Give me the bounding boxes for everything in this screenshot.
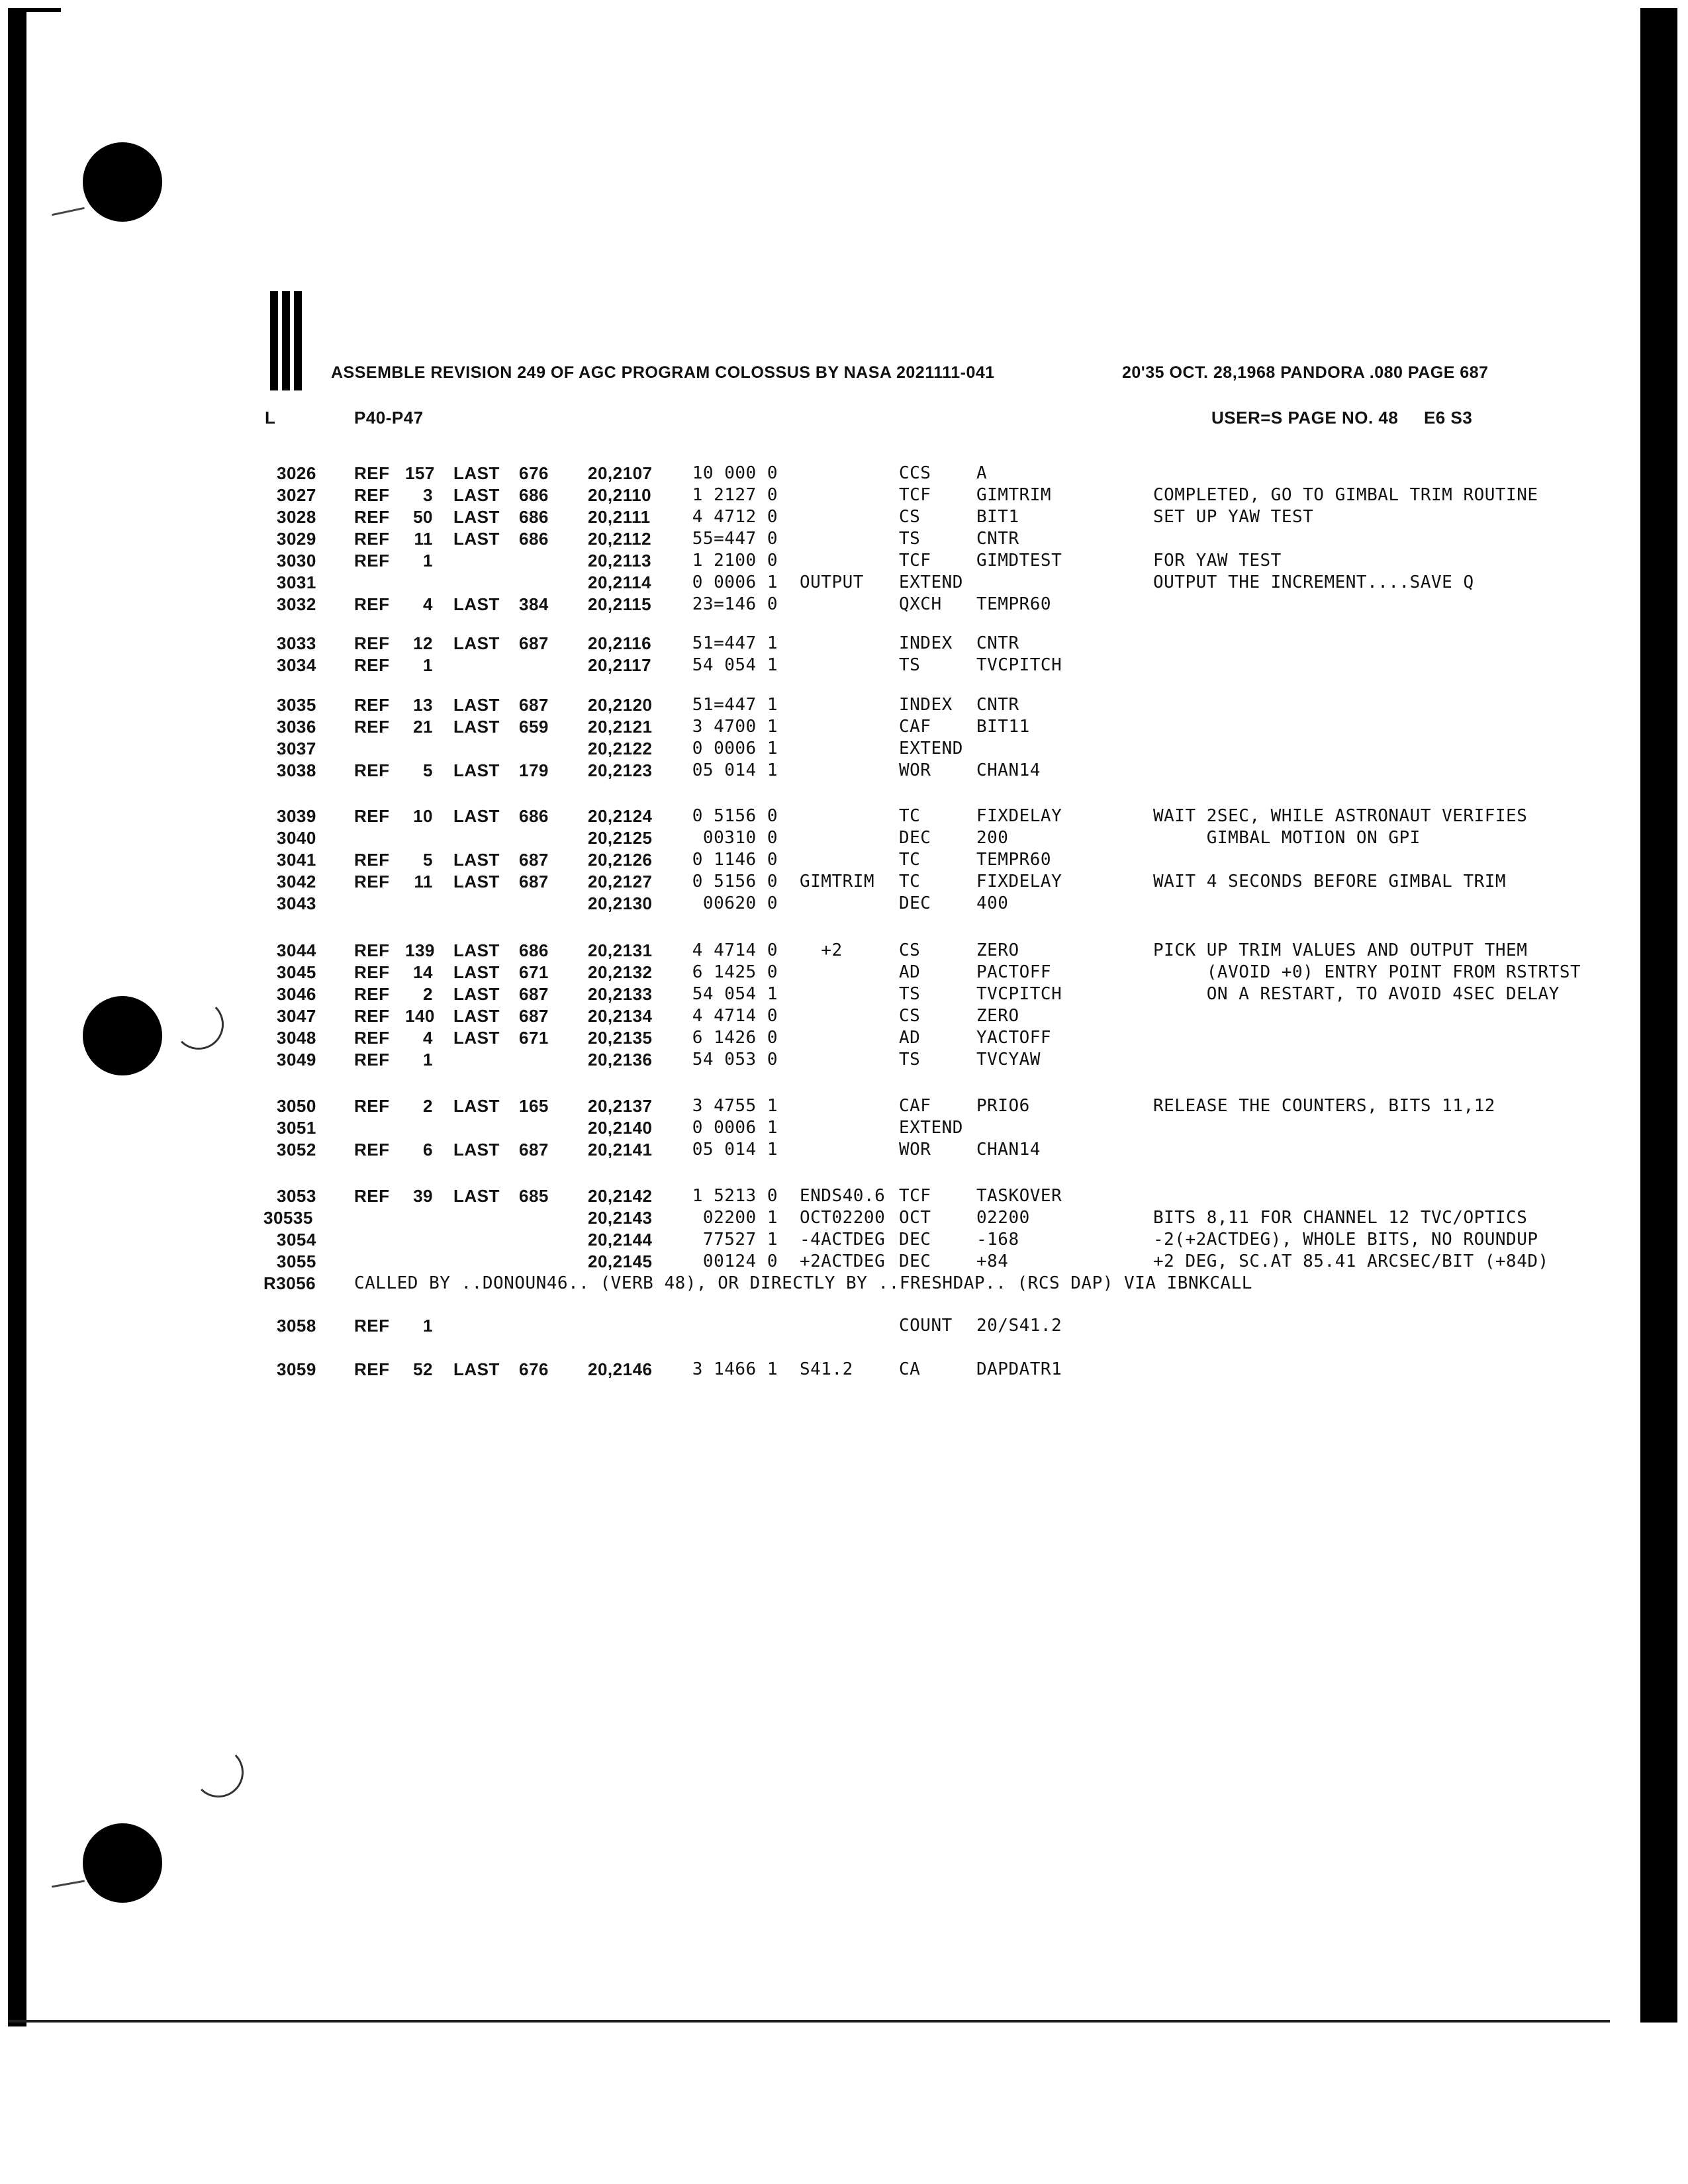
line-number: 3052 bbox=[277, 1140, 316, 1160]
page-bottom-edge bbox=[8, 2020, 1610, 2023]
operand: TEMPR60 bbox=[976, 594, 1052, 614]
scan-mark bbox=[52, 1880, 85, 1888]
ref-count: 2 bbox=[423, 984, 433, 1004]
ref-count: 157 bbox=[405, 463, 435, 483]
comment: OUTPUT THE INCREMENT....SAVE Q bbox=[1153, 572, 1474, 592]
address: 20,2123 bbox=[588, 760, 653, 780]
ref-keyword: REF bbox=[354, 1028, 390, 1048]
line-number: 3034 bbox=[277, 655, 316, 675]
object-code: 54 054 1 bbox=[692, 984, 778, 1004]
ref-keyword: REF bbox=[354, 529, 390, 549]
ref-count: 10 bbox=[413, 806, 433, 826]
line-number: 3028 bbox=[277, 507, 316, 527]
ref-count: 52 bbox=[413, 1359, 433, 1379]
line-number: 3042 bbox=[277, 872, 316, 891]
ref-keyword: REF bbox=[354, 806, 390, 826]
scan-right-bar bbox=[1640, 8, 1677, 2023]
line-number: 3038 bbox=[277, 760, 316, 780]
object-code: 3 4755 1 bbox=[692, 1096, 778, 1116]
last-page: 686 bbox=[519, 485, 549, 505]
comment: BITS 8,11 FOR CHANNEL 12 TVC/OPTICS bbox=[1153, 1208, 1528, 1228]
ref-count: 14 bbox=[413, 962, 433, 982]
operand: BIT11 bbox=[976, 717, 1030, 737]
opcode: DEC bbox=[899, 1251, 931, 1271]
ref-keyword: REF bbox=[354, 717, 390, 737]
ref-count: 3 bbox=[423, 485, 433, 505]
operand: ZERO bbox=[976, 940, 1019, 960]
page-top-edge bbox=[8, 8, 61, 12]
last-page: 165 bbox=[519, 1096, 549, 1116]
operand: +84 bbox=[976, 1251, 1009, 1271]
address: 20,2115 bbox=[588, 594, 652, 614]
opcode: OCT bbox=[899, 1208, 931, 1228]
last-keyword: LAST bbox=[453, 1006, 500, 1026]
opcode: DEC bbox=[899, 828, 931, 848]
operand: GIMDTEST bbox=[976, 551, 1062, 570]
ref-count: 11 bbox=[414, 529, 433, 549]
address: 20,2126 bbox=[588, 850, 653, 870]
comment: WAIT 4 SECONDS BEFORE GIMBAL TRIM bbox=[1153, 872, 1507, 891]
ref-count: 39 bbox=[413, 1186, 433, 1206]
ref-keyword: REF bbox=[354, 594, 390, 614]
last-keyword: LAST bbox=[453, 1096, 500, 1116]
operand: 20/S41.2 bbox=[976, 1316, 1062, 1336]
line-number: 3048 bbox=[277, 1028, 316, 1048]
opcode: TCF bbox=[899, 1186, 931, 1206]
object-code: 05 014 1 bbox=[692, 1140, 778, 1160]
object-code: 05 014 1 bbox=[692, 760, 778, 780]
last-page: 686 bbox=[519, 940, 549, 960]
address: 20,2146 bbox=[588, 1359, 653, 1379]
operand: BIT1 bbox=[976, 507, 1019, 527]
object-code: 4 4712 0 bbox=[692, 507, 778, 527]
address: 20,2124 bbox=[588, 806, 653, 826]
operand: TVCPITCH bbox=[976, 655, 1062, 675]
object-code: 3 1466 1 bbox=[692, 1359, 778, 1379]
last-page: 671 bbox=[519, 962, 549, 982]
operand: 200 bbox=[976, 828, 1009, 848]
ref-keyword: REF bbox=[354, 1006, 390, 1026]
label: GIMTRIM bbox=[800, 872, 875, 891]
operand: TVCYAW bbox=[976, 1050, 1041, 1069]
label: ENDS40.6 bbox=[800, 1186, 886, 1206]
object-code: 77527 1 bbox=[702, 1230, 778, 1250]
comment: (AVOID +0) ENTRY POINT FROM RSTRTST bbox=[1153, 962, 1581, 982]
object-code: 51=447 1 bbox=[692, 695, 778, 715]
comment: GIMBAL MOTION ON GPI bbox=[1153, 828, 1421, 848]
line-number: 3041 bbox=[277, 850, 316, 870]
line-number: 3051 bbox=[277, 1118, 316, 1138]
object-code: 54 054 1 bbox=[692, 655, 778, 675]
opcode: INDEX bbox=[899, 695, 953, 715]
address: 20,2113 bbox=[588, 551, 652, 570]
last-page: 179 bbox=[519, 760, 549, 780]
opcode: CS bbox=[899, 940, 921, 960]
last-page: 687 bbox=[519, 633, 549, 653]
comment: PICK UP TRIM VALUES AND OUTPUT THEM bbox=[1153, 940, 1528, 960]
address: 20,2130 bbox=[588, 893, 653, 913]
ref-keyword: REF bbox=[354, 463, 390, 483]
object-code: 0 0006 1 bbox=[692, 739, 778, 758]
subheader-section: P40-P47 bbox=[354, 408, 424, 428]
address: 20,2141 bbox=[588, 1140, 653, 1160]
comment: RELEASE THE COUNTERS, BITS 11,12 bbox=[1153, 1096, 1495, 1116]
operand: 02200 bbox=[976, 1208, 1030, 1228]
punch-ring-mark bbox=[193, 1747, 244, 1797]
label: +2ACTDEG bbox=[800, 1251, 886, 1271]
line-number: 3039 bbox=[277, 806, 316, 826]
ref-keyword: REF bbox=[354, 1140, 390, 1160]
operand: -168 bbox=[976, 1230, 1019, 1250]
line-number: 3031 bbox=[277, 572, 316, 592]
last-keyword: LAST bbox=[453, 507, 500, 527]
object-code: 4 4714 0 bbox=[692, 940, 778, 960]
address: 20,2144 bbox=[588, 1230, 653, 1250]
opcode: TS bbox=[899, 655, 921, 675]
last-keyword: LAST bbox=[453, 806, 500, 826]
address: 20,2137 bbox=[588, 1096, 653, 1116]
address: 20,2136 bbox=[588, 1050, 653, 1069]
ref-keyword: REF bbox=[354, 655, 390, 675]
address: 20,2110 bbox=[588, 485, 652, 505]
comment: +2 DEG, SC.AT 85.41 ARCSEC/BIT (+84D) bbox=[1153, 1251, 1549, 1271]
operand: CNTR bbox=[976, 633, 1019, 653]
last-page: 687 bbox=[519, 1006, 549, 1026]
line-number: 3049 bbox=[277, 1050, 316, 1069]
ref-count: 12 bbox=[413, 633, 433, 653]
line-number: 3035 bbox=[277, 695, 316, 715]
opcode: CCS bbox=[899, 463, 931, 483]
line-number: 3033 bbox=[277, 633, 316, 653]
label: -4ACTDEG bbox=[800, 1230, 886, 1250]
ref-keyword: REF bbox=[354, 507, 390, 527]
ref-count: 1 bbox=[423, 551, 433, 570]
opcode: WOR bbox=[899, 760, 931, 780]
last-page: 676 bbox=[519, 1359, 549, 1379]
object-code: 3 4700 1 bbox=[692, 717, 778, 737]
opcode: CS bbox=[899, 1006, 921, 1026]
object-code: 02200 1 bbox=[702, 1208, 778, 1228]
ref-keyword: REF bbox=[354, 940, 390, 960]
object-code: 0 0006 1 bbox=[692, 572, 778, 592]
last-page: 671 bbox=[519, 1028, 549, 1048]
ref-keyword: REF bbox=[354, 1096, 390, 1116]
address: 20,2135 bbox=[588, 1028, 653, 1048]
address: 20,2140 bbox=[588, 1118, 653, 1138]
object-code: 6 1426 0 bbox=[692, 1028, 778, 1048]
operand: DAPDATR1 bbox=[976, 1359, 1062, 1379]
ref-count: 4 bbox=[423, 594, 433, 614]
ref-keyword: REF bbox=[354, 760, 390, 780]
listing-header-right: 20'35 OCT. 28,1968 PANDORA .080 PAGE 687 bbox=[1122, 363, 1489, 382]
object-code: 00124 0 bbox=[702, 1251, 778, 1271]
line-number: 3047 bbox=[277, 1006, 316, 1026]
address: 20,2107 bbox=[588, 463, 653, 483]
opcode: EXTEND bbox=[899, 1118, 963, 1138]
ref-count: 5 bbox=[423, 850, 433, 870]
opcode: TC bbox=[899, 850, 921, 870]
last-keyword: LAST bbox=[453, 940, 500, 960]
ref-keyword: REF bbox=[354, 551, 390, 570]
operand: TEMPR60 bbox=[976, 850, 1052, 870]
opcode: QXCH bbox=[899, 594, 942, 614]
line-number: 3045 bbox=[277, 962, 316, 982]
line-number: 30535 bbox=[263, 1208, 313, 1228]
last-keyword: LAST bbox=[453, 984, 500, 1004]
punch-hole-middle bbox=[83, 996, 162, 1075]
opcode: TC bbox=[899, 872, 921, 891]
opcode: CAF bbox=[899, 1096, 931, 1116]
line-number: 3036 bbox=[277, 717, 316, 737]
operand: TVCPITCH bbox=[976, 984, 1062, 1004]
ref-keyword: REF bbox=[354, 984, 390, 1004]
last-keyword: LAST bbox=[453, 485, 500, 505]
address: 20,2111 bbox=[588, 507, 651, 527]
last-keyword: LAST bbox=[453, 850, 500, 870]
ref-keyword: REF bbox=[354, 1316, 390, 1336]
address: 20,2127 bbox=[588, 872, 653, 891]
line-number: 3054 bbox=[277, 1230, 316, 1250]
opcode: TS bbox=[899, 984, 921, 1004]
line-number: 3032 bbox=[277, 594, 316, 614]
ref-count: 140 bbox=[405, 1006, 435, 1026]
ref-count: 50 bbox=[413, 507, 433, 527]
ref-keyword: REF bbox=[354, 872, 390, 891]
label: OUTPUT bbox=[800, 572, 864, 592]
last-page: 687 bbox=[519, 695, 549, 715]
opcode: DEC bbox=[899, 893, 931, 913]
address: 20,2134 bbox=[588, 1006, 653, 1026]
line-number: 3058 bbox=[277, 1316, 316, 1336]
operand: YACTOFF bbox=[976, 1028, 1052, 1048]
address: 20,2143 bbox=[588, 1208, 653, 1228]
ref-keyword: REF bbox=[354, 1186, 390, 1206]
opcode: CA bbox=[899, 1359, 921, 1379]
operand: FIXDELAY bbox=[976, 872, 1062, 891]
comment: FOR YAW TEST bbox=[1153, 551, 1282, 570]
opcode: CS bbox=[899, 507, 921, 527]
last-page: 687 bbox=[519, 984, 549, 1004]
address: 20,2117 bbox=[588, 655, 652, 675]
address: 20,2112 bbox=[588, 529, 652, 549]
opcode: TS bbox=[899, 1050, 921, 1069]
opcode: TCF bbox=[899, 485, 931, 505]
object-code: 0 1146 0 bbox=[692, 850, 778, 870]
line-number: 3053 bbox=[277, 1186, 316, 1206]
comment: -2(+2ACTDEG), WHOLE BITS, NO ROUNDUP bbox=[1153, 1230, 1538, 1250]
line-number: 3030 bbox=[277, 551, 316, 570]
last-keyword: LAST bbox=[453, 1028, 500, 1048]
object-code: 00620 0 bbox=[702, 893, 778, 913]
subheader-marker: L bbox=[265, 408, 276, 428]
ref-count: 5 bbox=[423, 760, 433, 780]
operand: ZERO bbox=[976, 1006, 1019, 1026]
label: S41.2 bbox=[800, 1359, 853, 1379]
last-keyword: LAST bbox=[453, 1359, 500, 1379]
last-page: 676 bbox=[519, 463, 549, 483]
address: 20,2142 bbox=[588, 1186, 653, 1206]
operand: PRIO6 bbox=[976, 1096, 1030, 1116]
object-code: 10 000 0 bbox=[692, 463, 778, 483]
ref-keyword: REF bbox=[354, 1359, 390, 1379]
object-code: 0 5156 0 bbox=[692, 806, 778, 826]
opcode: CAF bbox=[899, 717, 931, 737]
object-code: 0 0006 1 bbox=[692, 1118, 778, 1138]
last-page: 659 bbox=[519, 717, 549, 737]
object-code: 1 2100 0 bbox=[692, 551, 778, 570]
line-number: 3043 bbox=[277, 893, 316, 913]
last-keyword: LAST bbox=[453, 717, 500, 737]
last-page: 685 bbox=[519, 1186, 549, 1206]
punch-hole-bottom bbox=[83, 1823, 162, 1903]
last-keyword: LAST bbox=[453, 1140, 500, 1160]
address: 20,2121 bbox=[588, 717, 653, 737]
opcode: DEC bbox=[899, 1230, 931, 1250]
scan-mark bbox=[52, 207, 85, 216]
address: 20,2125 bbox=[588, 828, 653, 848]
punch-hole-top bbox=[83, 142, 162, 222]
line-number: 3050 bbox=[277, 1096, 316, 1116]
last-keyword: LAST bbox=[453, 962, 500, 982]
operand: A bbox=[976, 463, 988, 483]
page-left-edge bbox=[8, 8, 26, 2026]
operand: 400 bbox=[976, 893, 1009, 913]
line-number: 3026 bbox=[277, 463, 316, 483]
comment: COMPLETED, GO TO GIMBAL TRIM ROUTINE bbox=[1153, 485, 1538, 505]
object-code: 1 5213 0 bbox=[692, 1186, 778, 1206]
object-code: 51=447 1 bbox=[692, 633, 778, 653]
last-page: 686 bbox=[519, 529, 549, 549]
operand: PACTOFF bbox=[976, 962, 1052, 982]
last-page: 687 bbox=[519, 872, 549, 891]
ref-count: 4 bbox=[423, 1028, 433, 1048]
line-number: 3029 bbox=[277, 529, 316, 549]
comment: ON A RESTART, TO AVOID 4SEC DELAY bbox=[1153, 984, 1560, 1004]
ref-count: 2 bbox=[423, 1096, 433, 1116]
opcode: INDEX bbox=[899, 633, 953, 653]
last-page: 687 bbox=[519, 1140, 549, 1160]
opcode: COUNT bbox=[899, 1316, 953, 1336]
address: 20,2120 bbox=[588, 695, 653, 715]
remark-line: CALLED BY ..DONOUN46.. (VERB 48), OR DIRECTLY BY ..FRESHDAP.. (RCS DAP) VIA IBNKCALL bbox=[354, 1273, 1252, 1293]
ref-count: 139 bbox=[405, 940, 435, 960]
address: 20,2122 bbox=[588, 739, 653, 758]
last-keyword: LAST bbox=[453, 633, 500, 653]
operand: CHAN14 bbox=[976, 760, 1041, 780]
label: +2 bbox=[800, 940, 843, 960]
last-keyword: LAST bbox=[453, 463, 500, 483]
ref-keyword: REF bbox=[354, 962, 390, 982]
last-page: 687 bbox=[519, 850, 549, 870]
label: OCT02200 bbox=[800, 1208, 886, 1228]
opcode: TC bbox=[899, 806, 921, 826]
ref-keyword: REF bbox=[354, 695, 390, 715]
line-number: 3059 bbox=[277, 1359, 316, 1379]
object-code: 4 4714 0 bbox=[692, 1006, 778, 1026]
ref-count: 11 bbox=[414, 872, 433, 891]
opcode: AD bbox=[899, 962, 921, 982]
line-number: R3056 bbox=[263, 1273, 316, 1293]
ref-count: 6 bbox=[423, 1140, 433, 1160]
address: 20,2114 bbox=[588, 572, 652, 592]
address: 20,2131 bbox=[588, 940, 653, 960]
opcode: AD bbox=[899, 1028, 921, 1048]
ref-keyword: REF bbox=[354, 633, 390, 653]
object-code: 55=447 0 bbox=[692, 529, 778, 549]
operand: GIMTRIM bbox=[976, 485, 1052, 505]
last-keyword: LAST bbox=[453, 760, 500, 780]
opcode: EXTEND bbox=[899, 572, 963, 592]
opcode: TCF bbox=[899, 551, 931, 570]
object-code: 54 053 0 bbox=[692, 1050, 778, 1069]
ref-count: 21 bbox=[413, 717, 433, 737]
comment: WAIT 2SEC, WHILE ASTRONAUT VERIFIES bbox=[1153, 806, 1528, 826]
operand: TASKOVER bbox=[976, 1186, 1062, 1206]
ref-count: 1 bbox=[423, 655, 433, 675]
subheader-page-info: USER=S PAGE NO. 48 E6 S3 bbox=[1211, 408, 1473, 428]
line-number: 3046 bbox=[277, 984, 316, 1004]
operand: CHAN14 bbox=[976, 1140, 1041, 1160]
object-code: 23=146 0 bbox=[692, 594, 778, 614]
punch-ring-mark bbox=[173, 999, 224, 1050]
operand: FIXDELAY bbox=[976, 806, 1062, 826]
address: 20,2145 bbox=[588, 1251, 653, 1271]
comment: SET UP YAW TEST bbox=[1153, 507, 1314, 527]
printer-bars-mark bbox=[270, 291, 305, 390]
ref-count: 1 bbox=[423, 1050, 433, 1069]
opcode: WOR bbox=[899, 1140, 931, 1160]
last-keyword: LAST bbox=[453, 1186, 500, 1206]
ref-count: 1 bbox=[423, 1316, 433, 1336]
object-code: 1 2127 0 bbox=[692, 485, 778, 505]
last-page: 686 bbox=[519, 507, 549, 527]
last-page: 384 bbox=[519, 594, 549, 614]
listing-header-left: ASSEMBLE REVISION 249 OF AGC PROGRAM COLOSSUS BY NASA 2021111-041 bbox=[331, 363, 995, 382]
object-code: 00310 0 bbox=[702, 828, 778, 848]
opcode: TS bbox=[899, 529, 921, 549]
line-number: 3027 bbox=[277, 485, 316, 505]
last-keyword: LAST bbox=[453, 872, 500, 891]
line-number: 3040 bbox=[277, 828, 316, 848]
last-keyword: LAST bbox=[453, 594, 500, 614]
address: 20,2116 bbox=[588, 633, 652, 653]
last-page: 686 bbox=[519, 806, 549, 826]
line-number: 3037 bbox=[277, 739, 316, 758]
ref-count: 13 bbox=[413, 695, 433, 715]
ref-keyword: REF bbox=[354, 850, 390, 870]
object-code: 0 5156 0 bbox=[692, 872, 778, 891]
last-keyword: LAST bbox=[453, 695, 500, 715]
object-code: 6 1425 0 bbox=[692, 962, 778, 982]
ref-keyword: REF bbox=[354, 485, 390, 505]
ref-keyword: REF bbox=[354, 1050, 390, 1069]
line-number: 3044 bbox=[277, 940, 316, 960]
address: 20,2133 bbox=[588, 984, 653, 1004]
operand: CNTR bbox=[976, 529, 1019, 549]
address: 20,2132 bbox=[588, 962, 653, 982]
operand: CNTR bbox=[976, 695, 1019, 715]
line-number: 3055 bbox=[277, 1251, 316, 1271]
last-keyword: LAST bbox=[453, 529, 500, 549]
opcode: EXTEND bbox=[899, 739, 963, 758]
